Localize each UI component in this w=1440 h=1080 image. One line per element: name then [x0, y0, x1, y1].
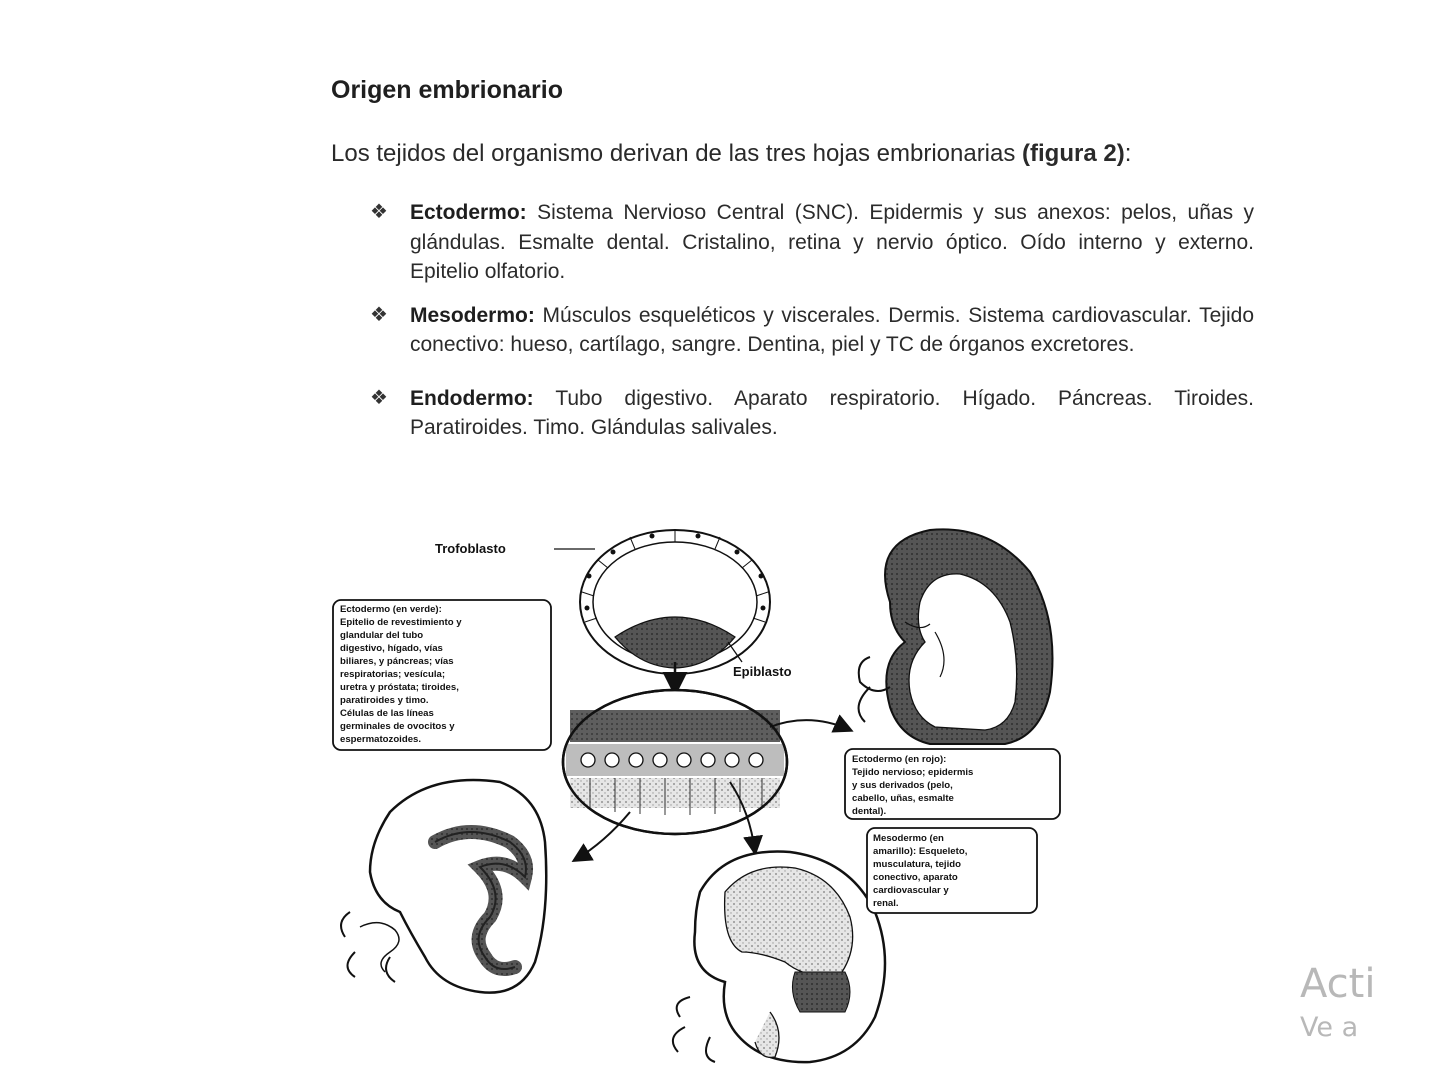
box-line: Epitelio de revestimiento y	[340, 617, 462, 628]
box-line: cardiovascular y	[873, 885, 949, 896]
box-line: Mesodermo (en	[873, 833, 944, 844]
list-item-mesodermo	[370, 301, 1254, 360]
layer-description: Tubo digestivo. Aparato respiratorio. Hígado. Páncreas. Tiroides. Paratiroides. Timo. Glándulas salivales.	[410, 386, 1254, 439]
diamond-bullet-icon: ❖	[370, 386, 388, 409]
box-line: biliares, y páncreas; vías	[340, 656, 454, 667]
layer-description: Sistema Nervioso Central (SNC). Epidermis y sus anexos: pelos, uñas y glándulas. Esmalte dental. Cristalino, retina y nervio óptico. Oído interno y externo. Epitelio olfatorio.	[410, 201, 1254, 283]
box-line: conectivo, aparato	[873, 872, 958, 883]
box-line: respiratorias; vesícula;	[340, 669, 446, 680]
mesoderm-info-box	[867, 828, 1037, 913]
box-line: y sus derivados (pelo,	[852, 780, 953, 791]
box-line: espermatozoides.	[340, 734, 422, 745]
activation-watermark	[1300, 960, 1375, 1048]
box-line: amarillo): Esqueleto,	[873, 846, 968, 857]
box-line: Ectodermo (en verde):	[340, 604, 442, 615]
section-heading: Origen embrionario	[331, 76, 563, 104]
list-item-ectodermo	[370, 198, 1254, 287]
box-line: musculatura, tejido	[873, 859, 961, 870]
intro-text: Los tejidos del organismo derivan de las tres hojas embrionarias	[331, 140, 1023, 167]
endoderm-info-box	[333, 600, 551, 750]
box-line: Ectodermo (en rojo):	[852, 754, 947, 765]
box-line: uretra y próstata; tiroides,	[340, 682, 459, 693]
layer-term: Ectodermo:	[410, 201, 527, 224]
endoderm-embryo-illustration	[341, 780, 546, 993]
fetus-illustration	[859, 529, 1053, 744]
layer-term: Endodermo:	[410, 386, 534, 410]
box-line: digestivo, hígado, vías	[340, 643, 443, 654]
svg-text:Ectodermo (en verde):	[340, 604, 464, 745]
box-line: Tejido nervioso; epidermis	[852, 767, 974, 778]
germ-layer-disc	[563, 690, 787, 834]
watermark-line1: Acti	[1300, 961, 1376, 1007]
box-line: renal.	[873, 898, 899, 909]
label-epiblasto: Epiblasto	[733, 664, 792, 679]
watermark-line2: Ve a	[1300, 1012, 1359, 1043]
box-line: germinales de ovocitos y	[340, 721, 455, 732]
label-trofoblasto: Trofoblasto	[435, 541, 506, 556]
intro-suffix: :	[1124, 140, 1132, 167]
ectoderm-info-box	[845, 749, 1060, 819]
box-line: cabello, uñas, esmalte	[852, 793, 954, 804]
mesoderm-embryo-illustration	[673, 852, 885, 1063]
embryo-figure	[330, 512, 1070, 1077]
figure-reference: (figura 2)	[1022, 140, 1125, 167]
diamond-bullet-icon: ❖	[370, 303, 388, 326]
layer-term: Mesodermo:	[410, 303, 535, 327]
box-line: Células de las líneas	[340, 708, 434, 719]
diamond-bullet-icon: ❖	[370, 201, 388, 223]
list-item-endodermo	[370, 384, 1254, 443]
box-line: glandular del tubo	[340, 630, 424, 641]
box-line: paratiroides y timo.	[340, 695, 429, 706]
germ-layer-list	[370, 198, 1254, 443]
arrow-to-fetus	[770, 720, 850, 730]
intro-paragraph	[331, 140, 1131, 168]
embryo-diagram	[330, 512, 1070, 1077]
blastocyst-illustration	[554, 530, 770, 674]
box-line: dental).	[852, 806, 887, 817]
layer-description: Músculos esqueléticos y viscerales. Dermis. Sistema cardiovascular. Tejido conectivo: hueso, cartílago, sangre. Dentina, piel y TC de órganos excretores.	[410, 303, 1254, 356]
